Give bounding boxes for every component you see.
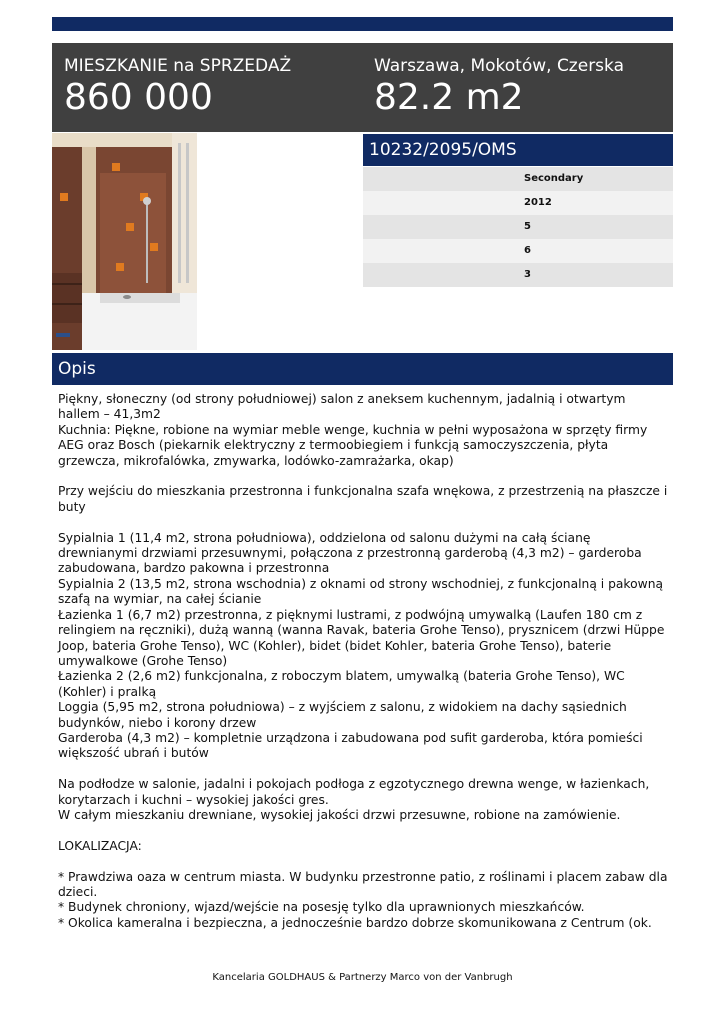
bathroom-photo-image [52, 133, 197, 350]
detail-row [363, 239, 673, 263]
detail-row [363, 167, 673, 191]
listing-type: MIESZKANIE na SPRZEDAŻ [64, 56, 292, 76]
location-block [374, 55, 624, 119]
description [58, 392, 670, 931]
description-paragraph: W całym mieszkaniu drewniane, wysokiej jakości drzwi przesuwne, robione na zamówienie. [58, 807, 621, 822]
area: 82.2 m2 [374, 77, 524, 118]
description-paragraph [58, 823, 670, 838]
description-paragraph: * Okolica kameralna i bezpieczna, a jednocześnie bardzo dobrze skomunikowana z Centrum (ok. [58, 915, 652, 930]
listing-header [52, 43, 673, 132]
description-paragraph: Łazienka 2 (2,6 m2) funkcjonalna, z roboczym blatem, umywalką (bateria Grohe Tenso), WC (Kohler) i pralką [58, 669, 629, 699]
description-paragraph: Przy wejściu do mieszkania przestronna i funkcjonalna szafa wnękowa, z przestrzenią na płaszcze i buty [58, 484, 672, 514]
description-paragraph [58, 469, 670, 484]
detail-value: 6 [524, 245, 531, 256]
bathroom-photo[interactable] [52, 133, 197, 350]
top-accent-bar [52, 17, 673, 31]
detail-row [363, 263, 673, 287]
description-paragraph: Sypialnia 2 (13,5 m2, strona wschodnia) z oknami od strony wschodniej, z funkcjonalną i pakowną szafą na wymiar, na całej ścianie [58, 576, 667, 607]
listing-id: 10232/2095/OMS [363, 134, 673, 166]
description-paragraph: Łazienka 1 (6,7 m2) przestronna, z pięknymi lustrami, z podwójną umywalką (Laufen 180 cm z relingiem na ręczniki), dużą wanną (wanna Ravak, bateria Grohe Tenso), prysznicem (drzwi Hüppe Joop, bateria Grohe Tenso), WC (Kohler), bidet (bidet Kohler, bateria Grohe Tenso), baterie umywalkowe (Grohe Tenso) [58, 607, 669, 668]
description-paragraph: Piękny, słoneczny (od strony południowej) salon z aneksem kuchennym, jadalnią i otwartym hallem – 41,3m2 [58, 392, 630, 422]
description-paragraph: Garderoba (4,3 m2) – kompletnie urządzona i zabudowana pod sufit garderoba, która pomieści większość ubrań i butów [58, 730, 647, 761]
detail-row [363, 191, 673, 215]
description-paragraph: LOKALIZACJA: [58, 838, 142, 853]
location: Warszawa, Mokotów, Czerska [374, 56, 625, 76]
detail-value: 2012 [524, 197, 552, 208]
detail-row [363, 215, 673, 239]
price-block [64, 55, 291, 119]
description-paragraph: Kuchnia: Piękne, robione na wymiar meble wenge, kuchnia w pełni wyposażona w sprzęty firmy AEG oraz Bosch (piekarnik elektryczny z termoobiegiem i funkcją samoczyszczenia, płyta grzewcza, mikrofalówka, zmywarka, lodówko-zamrażarka, okap) [58, 422, 652, 468]
section-title: Opis [52, 353, 673, 385]
details-table [363, 167, 673, 287]
description-paragraph: Sypialnia 1 (11,4 m2, strona południowa), oddzielona od salonu dużymi na całą ścianę drewnianymi drzwiami przesuwnymi, połączona z przestronną garderobą (4,3 m2) – garderoba zabudowana, bardzo pakowna i przestronna [58, 530, 646, 576]
price: 860 000 [64, 77, 213, 118]
description-paragraph: * Prawdziwa oaza w centrum miasta. W budynku przestronne patio, z roślinami i placem zabaw dla dzieci. [58, 869, 672, 899]
description-paragraph: Loggia (5,95 m2, strona południowa) – z wyjściem z salonu, z widokiem na dachy sąsiednich budynków, niebo i korony drzew [58, 700, 631, 730]
detail-value: 3 [524, 269, 531, 280]
description-paragraph [58, 854, 670, 869]
description-paragraph [58, 762, 670, 777]
footer: Kancelaria GOLDHAUS & Partnerzy Marco von der Vanbrugh [212, 972, 513, 983]
description-paragraph: Na podłodze w salonie, jadalni i pokojach podłoga z egzotycznego drewna wenge, w łazienkach, korytarzach i kuchni – wysokiej jakości gres. [58, 777, 654, 807]
description-paragraph [58, 515, 670, 530]
detail-value: 5 [524, 221, 531, 232]
detail-value: Secondary [524, 173, 584, 184]
description-paragraph: * Budynek chroniony, wjazd/wejście na posesję tylko dla uprawnionych mieszkańców. [58, 900, 585, 915]
